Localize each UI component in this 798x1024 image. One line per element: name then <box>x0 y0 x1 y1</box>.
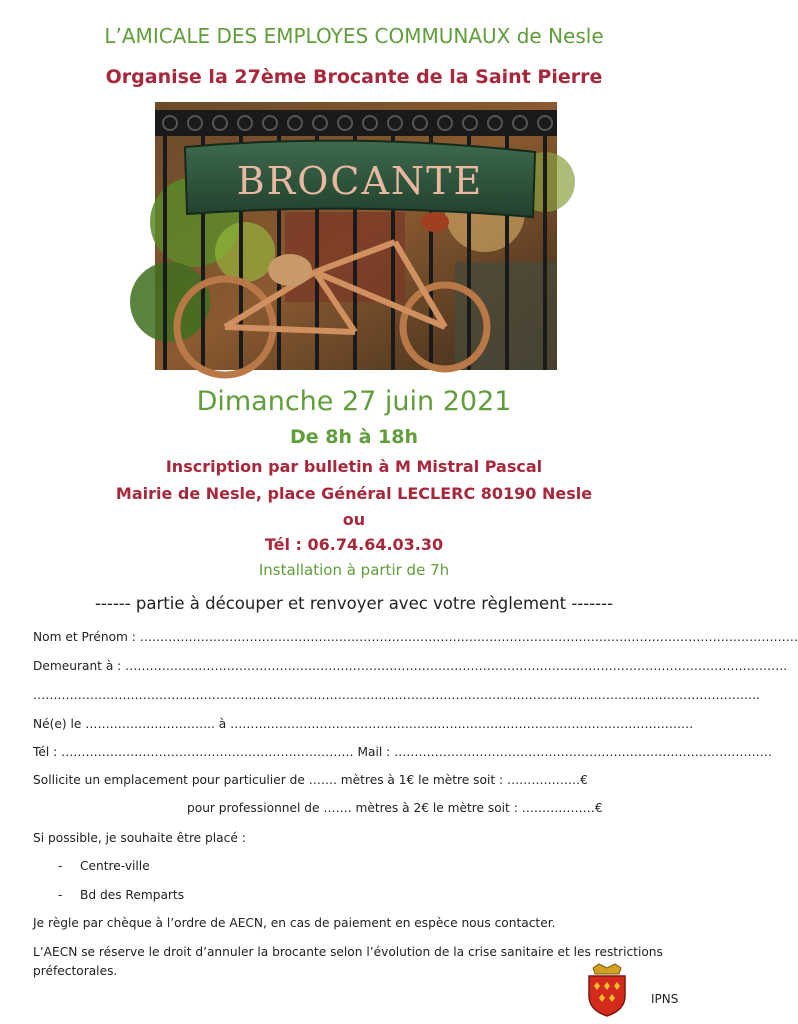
option-centre-ville <box>58 859 150 873</box>
event-phone: Tél : 06.74.64.03.30 <box>264 535 444 554</box>
name-line: Nom et Prénom : ……………………………………………………………………………………………………………………………………………… <box>33 630 798 644</box>
event-address: Mairie de Nesle, place Général LECLERC 80190 Nesle <box>115 484 593 503</box>
placement-prompt: Si possible, je souhaite être placé : <box>33 831 246 845</box>
reserve-note-line-1: L’AECN se réserve le droit d’annuler la brocante selon l’évolution de la crise sanitaire et les restrictions <box>33 945 663 959</box>
option-bullet: - <box>58 888 63 902</box>
payment-note: Je règle par chèque à l’ordre de AECN, en cas de paiement en espèce nous contacter. <box>33 916 556 930</box>
header-title: L’AMICALE DES EMPLOYES COMMUNAUX de Nesle <box>104 24 604 48</box>
event-hours: De 8h à 18h <box>289 426 419 448</box>
event-date: Dimanche 27 juin 2021 <box>196 386 512 417</box>
birth-line: Né(e) le ………………………….. à …………………………………………………………………………………………………… <box>33 717 694 731</box>
event-or: ou <box>342 510 366 529</box>
brocante-sign-text: BROCANTE <box>236 159 484 203</box>
address-line-2: …………………………………………………………………………………………………………………………………………………………….. <box>33 688 760 702</box>
address-line: Demeurant à : ………………………………………………………………………………………………………………………………………………. <box>33 659 788 673</box>
option-label: Bd des Remparts <box>80 888 185 902</box>
contact-line: Tél : ……………………………………………………………… Mail : ………………………………………………………………………………… <box>33 745 772 759</box>
option-label: Centre-ville <box>80 859 150 873</box>
cut-line: ------ partie à découper et renvoyer avec votre règlement ------- <box>94 594 614 613</box>
ipns-label: IPNS <box>651 992 679 1006</box>
event-inscription: Inscription par bulletin à M Mistral Pascal <box>165 457 543 476</box>
request-pro-line: pour professionnel de ……. mètres à 2€ le mètre soit : ………………€ <box>187 801 603 815</box>
reserve-note-line-2: préfectorales. <box>33 964 118 978</box>
nesle-crest-icon <box>585 962 629 1018</box>
option-bullet: - <box>58 859 63 873</box>
brocante-photo <box>155 102 557 370</box>
option-bd-remparts <box>58 888 184 902</box>
event-installation: Installation à partir de 7h <box>258 561 450 579</box>
request-private-line: Sollicite un emplacement pour particulier de ……. mètres à 1€ le mètre soit : ………………€ <box>33 773 588 787</box>
header-subtitle: Organise la 27ème Brocante de la Saint Pierre <box>105 66 603 88</box>
